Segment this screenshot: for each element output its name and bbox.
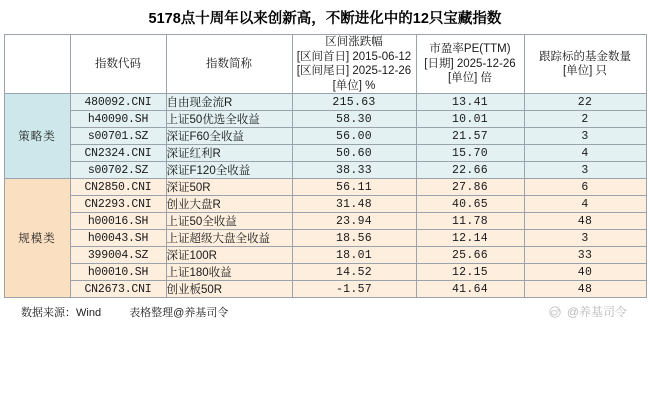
cell-name: 自由现金流R: [166, 94, 292, 111]
cell-change: 50.60: [292, 145, 416, 162]
cell-pe: 12.14: [416, 230, 524, 247]
table-row: [4, 94, 646, 111]
column-header-change-line1: 区间涨跌幅: [325, 36, 383, 48]
cell-funds: 22: [524, 94, 646, 111]
cell-change: 215.63: [292, 94, 416, 111]
cell-code: s00701.SZ: [70, 128, 166, 145]
column-header-funds-line2: [单位] 只: [562, 65, 608, 77]
cell-pe: 11.78: [416, 213, 524, 230]
cell-code: h00043.SH: [70, 230, 166, 247]
cell-pe: 41.64: [416, 281, 524, 298]
watermark: [549, 303, 627, 320]
cell-code: 399004.SZ: [70, 247, 166, 264]
cell-pe: 12.15: [416, 264, 524, 281]
column-header-change: [292, 35, 416, 94]
cell-pe: 25.66: [416, 247, 524, 264]
table-row: [4, 162, 646, 179]
column-header-name: [166, 35, 292, 94]
cell-name: 上证50优选全收益: [166, 111, 292, 128]
cell-pe: 10.01: [416, 111, 524, 128]
table-row: [4, 111, 646, 128]
cell-name: 上证超级大盘全收益: [166, 230, 292, 247]
column-header-funds-line1: 跟踪标的基金数量: [539, 50, 631, 63]
cell-change: 56.00: [292, 128, 416, 145]
cell-name: 上证50全收益: [166, 213, 292, 230]
cell-change: -1.57: [292, 281, 416, 298]
table-header: [4, 35, 646, 94]
table-row: [4, 213, 646, 230]
weibo-icon: [549, 306, 561, 318]
cell-change: 38.33: [292, 162, 416, 179]
table-row: [4, 247, 646, 264]
column-header-group: [4, 35, 70, 94]
group-label-strategy: 策略类: [4, 94, 70, 179]
cell-code: CN2673.CNI: [70, 281, 166, 298]
column-header-change-line4: [单位] %: [332, 79, 376, 92]
column-header-change-line3: [区间尾日] 2025-12-26: [296, 65, 412, 77]
cell-name: 创业大盘R: [166, 196, 292, 213]
table-row: [4, 128, 646, 145]
table-header-row: [4, 35, 646, 94]
table-row: [4, 264, 646, 281]
cell-funds: 48: [524, 213, 646, 230]
cell-funds: 40: [524, 264, 646, 281]
cell-funds: 4: [524, 196, 646, 213]
cell-funds: 2: [524, 111, 646, 128]
group-label-scale: 规模类: [4, 179, 70, 298]
cell-funds: 3: [524, 230, 646, 247]
cell-funds: 6: [524, 179, 646, 196]
credit-label: 表格整理@养基司令: [129, 307, 229, 319]
cell-code: 480092.CNI: [70, 94, 166, 111]
column-header-pe-line2: [日期] 2025-12-26: [424, 57, 516, 70]
column-header-code-line1: 指数代码: [95, 57, 141, 70]
cell-change: 14.52: [292, 264, 416, 281]
table-row: [4, 145, 646, 162]
table-row: [4, 281, 646, 298]
column-header-change-line2: [区间首日] 2015-06-12: [296, 50, 412, 63]
column-header-pe-line1: 市盈率PE(TTM): [429, 43, 511, 56]
watermark-text: @养基司令: [566, 305, 627, 319]
cell-change: 23.94: [292, 213, 416, 230]
cell-change: 18.01: [292, 247, 416, 264]
cell-code: s00702.SZ: [70, 162, 166, 179]
cell-name: 深证50R: [166, 179, 292, 196]
cell-code: h40090.SH: [70, 111, 166, 128]
cell-pe: 40.65: [416, 196, 524, 213]
cell-funds: 4: [524, 145, 646, 162]
page-title: 5178点十周年以来创新高，不断进化中的12只宝藏指数: [148, 11, 502, 27]
cell-name: 深证100R: [166, 247, 292, 264]
footer: [21, 298, 629, 320]
cell-name: 深证F60全收益: [166, 128, 292, 145]
table-row: [4, 230, 646, 247]
cell-funds: 3: [524, 162, 646, 179]
column-header-name-line1: 指数简称: [206, 57, 252, 70]
data-source-label: 数据来源：Wind: [21, 307, 102, 319]
cell-name: 上证180收益: [166, 264, 292, 281]
table-row: [4, 179, 646, 196]
column-header-pe: [416, 35, 524, 94]
cell-code: CN2293.CNI: [70, 196, 166, 213]
cell-pe: 15.70: [416, 145, 524, 162]
cell-code: h00016.SH: [70, 213, 166, 230]
cell-pe: 22.66: [416, 162, 524, 179]
column-header-pe-line3: [单位] 倍: [447, 72, 493, 85]
cell-change: 31.48: [292, 196, 416, 213]
column-header-code: [70, 35, 166, 94]
cell-code: CN2324.CNI: [70, 145, 166, 162]
cell-pe: 13.41: [416, 94, 524, 111]
cell-change: 56.11: [292, 179, 416, 196]
table-body: [4, 94, 646, 298]
cell-name: 创业板50R: [166, 281, 292, 298]
table-row: [4, 196, 646, 213]
cell-pe: 21.57: [416, 128, 524, 145]
cell-funds: 3: [524, 128, 646, 145]
cell-pe: 27.86: [416, 179, 524, 196]
cell-change: 18.56: [292, 230, 416, 247]
cell-code: h00010.SH: [70, 264, 166, 281]
cell-name: 深证红利R: [166, 145, 292, 162]
cell-change: 58.30: [292, 111, 416, 128]
cell-code: CN2850.CNI: [70, 179, 166, 196]
index-table: [4, 34, 647, 298]
cell-funds: 48: [524, 281, 646, 298]
cell-funds: 33: [524, 247, 646, 264]
cell-name: 深证F120全收益: [166, 162, 292, 179]
column-header-funds: [524, 35, 646, 94]
